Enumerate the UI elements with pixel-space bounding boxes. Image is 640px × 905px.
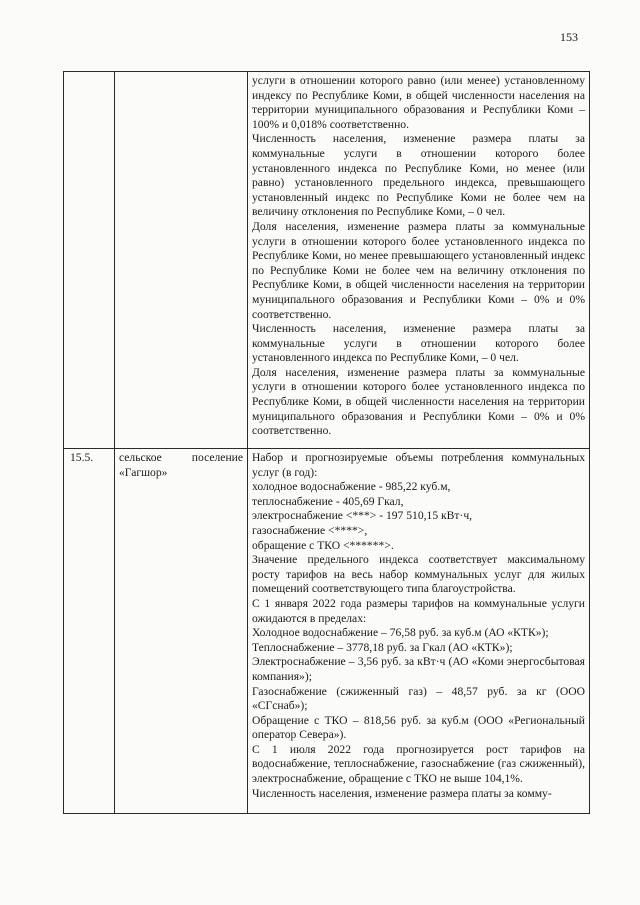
paragraph: Численность населения, изменение размера платы за коммунальные услуги в отношении которого более установленного индекса по Республике Коми, но менее (или равно) установленного предельного индекса, превышающего установленный индекс по Республике Коми не более чем на величину отклонения по Республике Коми, – 0 чел. bbox=[252, 132, 585, 219]
paragraph: Теплоснабжение – 3778,18 руб. за Гкал (АО «КТК»); bbox=[252, 640, 513, 654]
paragraph: Газоснабжение (сжиженный газ) – 48,57 руб. за кг (ООО «СГснаб»); bbox=[252, 684, 585, 713]
table-row bbox=[64, 72, 590, 449]
tariff-table bbox=[63, 71, 590, 814]
row-number: 15.5. bbox=[70, 451, 94, 464]
place-cell bbox=[115, 449, 248, 814]
place-name-line1: сельское поселение bbox=[119, 451, 243, 464]
paragraph: Электроснабжение – 3,56 руб. за кВт·ч (АО «Коми энергосбытовая компания»); bbox=[252, 655, 585, 683]
paragraph: электроснабжение <***> - 197 510,15 кВт·ч, bbox=[252, 509, 473, 523]
place-cell bbox=[115, 72, 248, 449]
paragraph: Доля населения, изменение размера платы за коммунальные услуги в отношении которого более установленного индекса по Республике Коми, но менее превышающего установленный индекс по Республике Коми не более чем на величину отклонения по Республике Коми, в общей численности населения на территории муниципального образования и Республики Коми – 0% и 0% соответственно. bbox=[252, 219, 585, 321]
paragraph: обращение с ТКО <******>. bbox=[252, 538, 394, 552]
paragraph: Набор и прогнозируемые объемы потребления коммунальных услуг (в год): bbox=[252, 451, 585, 479]
description-cell bbox=[248, 72, 590, 449]
row-number-cell bbox=[64, 449, 115, 814]
row-number-cell bbox=[64, 72, 115, 449]
paragraph: газоснабжение <****>, bbox=[252, 523, 368, 537]
paragraph: Численность населения, изменение размера платы за коммунальные услуги в отношении которого более установленного индекса по Республике Коми, – 0 чел. bbox=[252, 322, 585, 365]
paragraph: Обращение с ТКО – 818,56 руб. за куб.м (ООО «Региональный оператор Севера»). bbox=[252, 713, 585, 742]
description-cell bbox=[248, 449, 590, 814]
table-row bbox=[64, 449, 590, 814]
paragraph: Численность населения, изменение размера платы за комму- bbox=[252, 786, 552, 800]
paragraph: теплоснабжение - 405,69 Гкал, bbox=[252, 494, 404, 508]
paragraph: С 1 января 2022 года размеры тарифов на коммунальные услуги ожидаются в пределах: bbox=[252, 596, 585, 625]
place-name-line2: «Гагшор» bbox=[119, 465, 168, 479]
paragraph: холодное водоснабжение - 985,22 куб.м, bbox=[252, 480, 451, 494]
paragraph: Значение предельного индекса соответствует максимальному росту тарифов на весь набор коммунальных услуг для жилых помещений соответствующего типа благоустройства. bbox=[252, 553, 585, 596]
page-number: 153 bbox=[560, 30, 578, 44]
paragraph: Холодное водоснабжение – 76,58 руб. за куб.м (АО «КТК»); bbox=[252, 626, 549, 640]
paragraph: услуги в отношении которого равно (или менее) установленному индексу по Республике Коми, в общей численности населения на территории муниципального образования и Республики Коми – 100% и 0,018% соответственно. bbox=[252, 74, 585, 131]
paragraph: Доля населения, изменение размера платы за коммунальные услуги в отношении которого более установленного индекса по Республике Коми, в общей численности населения на территории муниципального образования и Республики Коми – 0% и 0% соответственно. bbox=[252, 365, 585, 438]
paragraph: С 1 июля 2022 года прогнозируется рост тарифов на водоснабжение, теплоснабжение, газоснабжение (газ сжиженный), электроснабжение, обращение с ТКО не выше 104,1%. bbox=[252, 742, 585, 786]
